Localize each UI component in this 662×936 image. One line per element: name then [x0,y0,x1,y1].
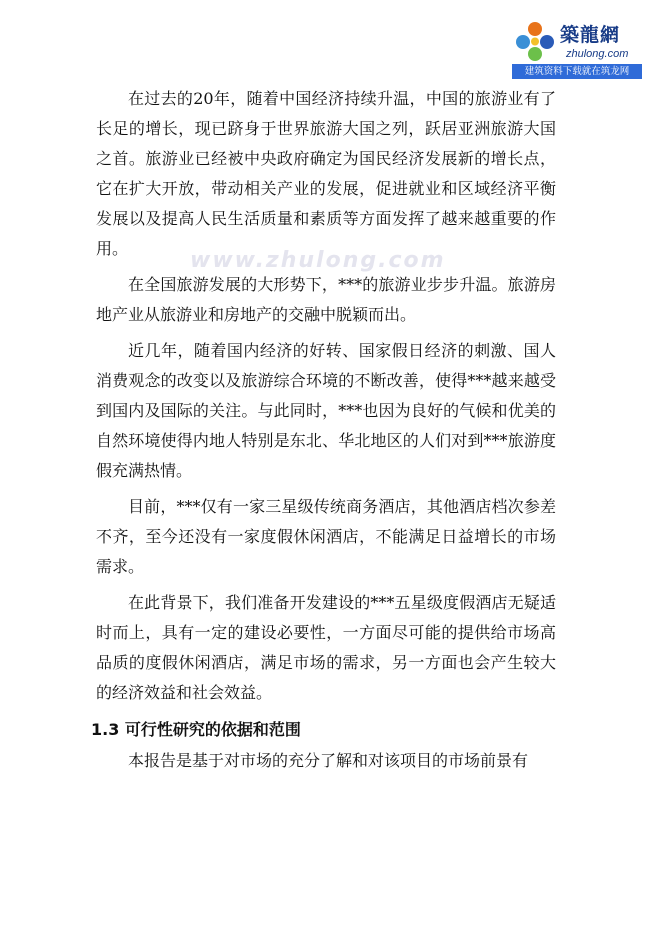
watermark: www.zhulong.com [190,248,446,273]
paragraph-report-basis: 本报告是基于对市场的充分了解和对该项目的市场前景有 [128,751,529,770]
logo-tagline: 建筑资料下载就在筑龙网 [512,64,642,79]
zhulong-logo-mark [514,20,556,62]
logo-chinese-name: 築龍網 [560,24,621,46]
paragraph-recent-years: 近几年，随着国内经济的好转、国家假日经济的刺激、国人消费观念的改变以及旅游综合环境的不断改善，使得***越来越受到国内及国际的关注。与此同时，***也因为良好的气候和优美的自然环境使得内地人特别是东北、华北地区的人们对到***旅游度假充满热情。 [96,341,556,480]
paragraph-current-hotels: 目前，***仅有一家三星级传统商务酒店，其他酒店档次参差不齐，至今还没有一家度假休闲酒店，不能满足日益增长的市场需求。 [96,497,556,576]
paragraph-tourism-real-estate: 在全国旅游发展的大形势下，***的旅游业步步升温。旅游房地产业从旅游业和房地产的交融中脱颖而出。 [96,275,556,324]
document-body [91,84,556,776]
zhulong-logo [508,14,648,80]
paragraph-background: 在此背景下，我们准备开发建设的***五星级度假酒店无疑适时而上，具有一定的建设必要性，一方面尽可能的提供给市场高品质的度假休闲酒店，满足市场的需求，另一方面也会产生较大的经济效益和社会效益。 [96,593,556,702]
section-heading: 1.3 可行性研究的依据和范围 [91,720,301,739]
logo-domain: zhulong.com [566,48,629,60]
paragraph-tourism-growth: 在过去的20年，随着中国经济持续升温，中国的旅游业有了长足的增长，现已跻身于世界旅游大国之列，跃居亚洲旅游大国之首。旅游业已经被中央政府确定为国民经济发展新的增长点，它在扩大开放，带动相关产业的发展，促进就业和区域经济平衡发展以及提高人民生活质量和素质等方面发挥了越来越重要的作用。 [96,89,556,258]
